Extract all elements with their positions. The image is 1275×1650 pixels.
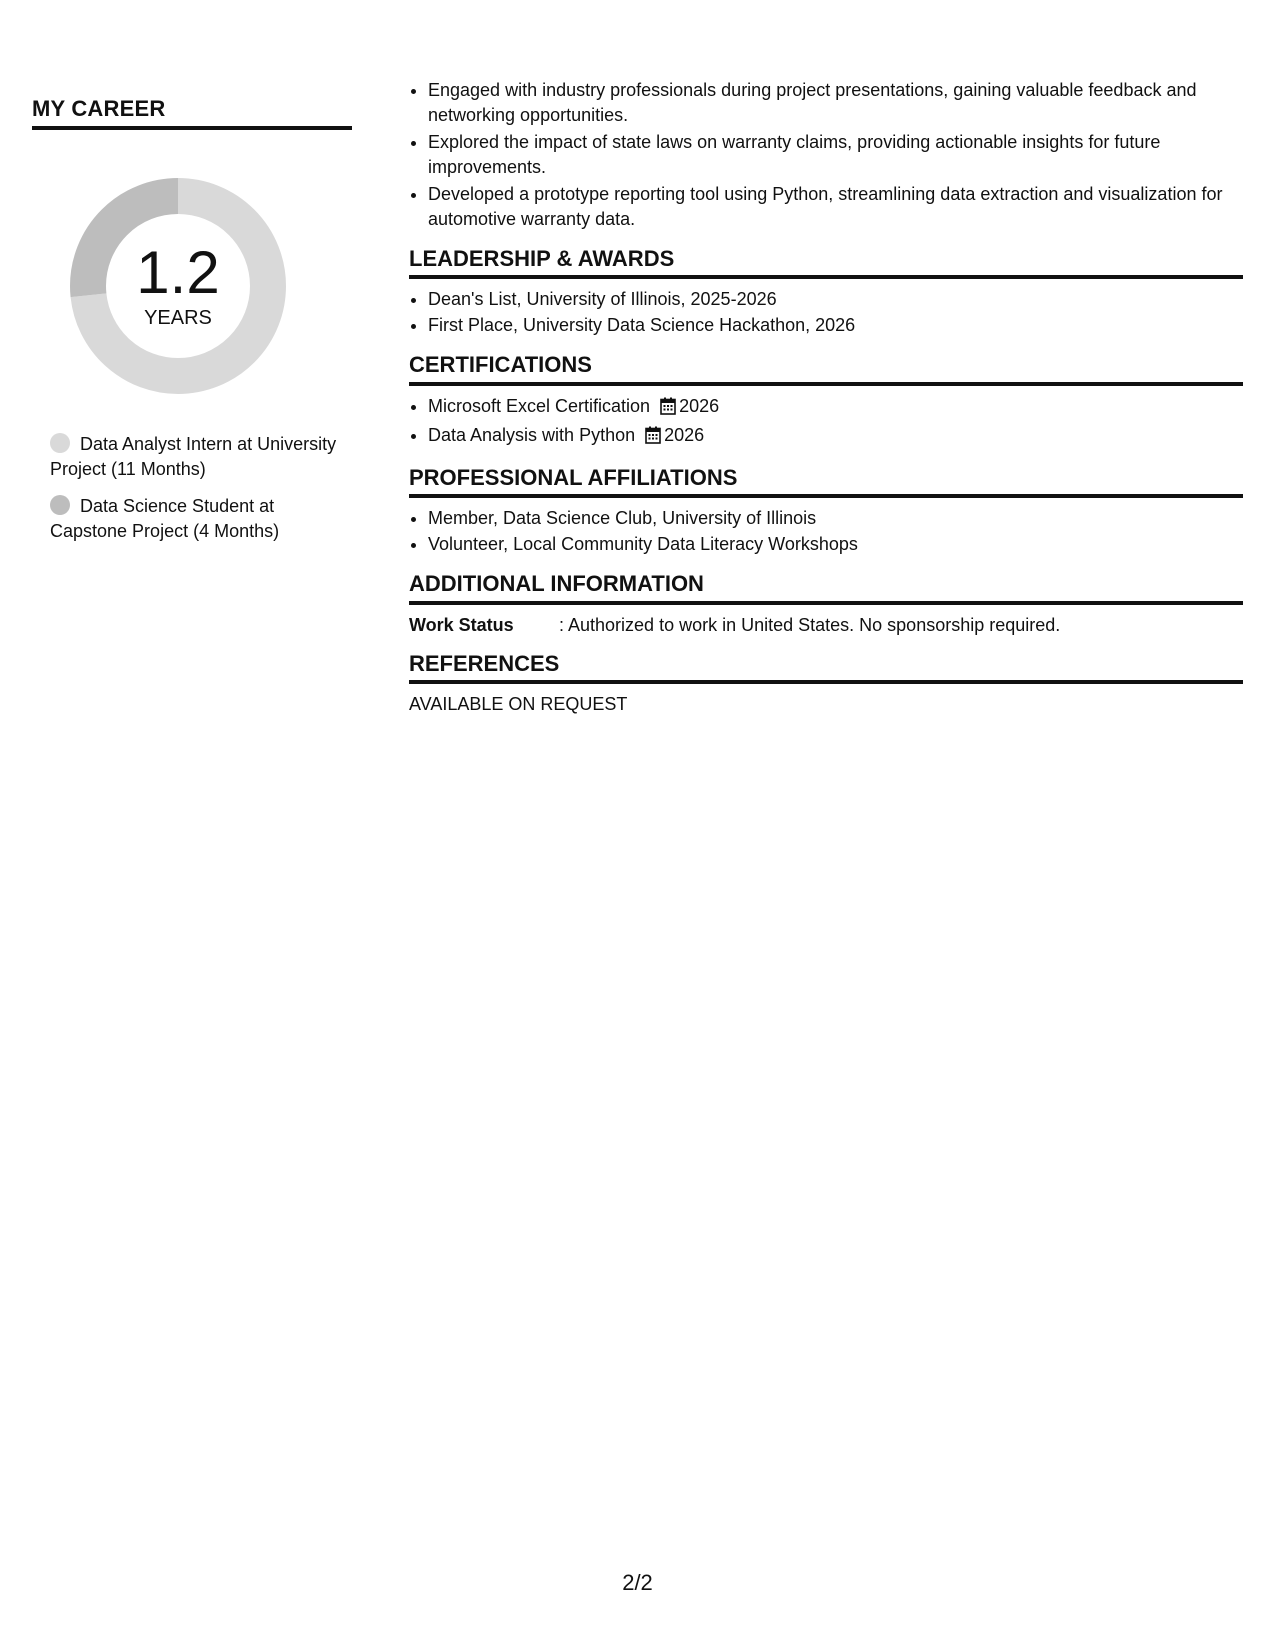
career-legend [32,432,352,544]
legend-label: Data Analyst Intern at University Project (11 Months) [50,434,337,480]
certifications-section [409,352,1243,450]
additional-info-section [409,571,1243,636]
career-total-value: 1.2 [136,238,220,306]
affiliation-item: • Member, Data Science Club, University of Illinois [428,506,1243,531]
calendar-icon [645,426,661,451]
certification-item [428,394,1243,422]
affiliations-list [409,506,1243,557]
leadership-list [409,287,1243,338]
certification-item [428,423,1243,451]
legend-item [50,494,352,544]
experience-bullets [409,78,1243,232]
leadership-item: • First Place, University Data Science Hackathon, 2026 [428,313,1243,338]
experience-bullet: • Explored the impact of state laws on warranty claims, providing actionable insights for future improvements. [428,130,1243,180]
references-section [409,651,1243,716]
work-status-value: : Authorized to work in United States. No sponsorship required. [559,614,1061,635]
career-title: MY CAREER [32,96,352,130]
certifications-title: CERTIFICATIONS [409,352,1243,385]
legend-label: Data Science Student at Capstone Project (4 Months) [50,496,280,542]
references-text: AVAILABLE ON REQUEST [409,693,628,714]
donut-center [66,174,290,398]
work-status-label: Work Status [409,614,514,635]
additional-info-title: ADDITIONAL INFORMATION [409,571,1243,604]
career-donut-chart [66,174,290,398]
certification-name: Data Analysis with Python [428,424,636,445]
certification-name: Microsoft Excel Certification [428,395,651,416]
experience-bullet: • Engaged with industry professionals during project presentations, gaining valuable feedback and networking opportunities. [428,78,1243,128]
leadership-title: LEADERSHIP & AWARDS [409,246,1243,279]
page-number: 2/2 [622,1570,653,1595]
leadership-item: • Dean's List, University of Illinois, 2025-2026 [428,287,1243,312]
career-sidebar [32,96,352,556]
calendar-icon [660,397,676,422]
certifications-list [409,394,1243,451]
affiliations-title: PROFESSIONAL AFFILIATIONS [409,465,1243,498]
leadership-section [409,246,1243,338]
affiliations-section [409,465,1243,557]
affiliation-item: • Volunteer, Local Community Data Literacy Workshops [428,532,1243,557]
certification-year: 2026 [664,424,705,445]
certification-year: 2026 [679,395,720,416]
legend-dot-icon [50,495,70,515]
work-status-row [409,613,1243,637]
main-content [409,78,1243,716]
career-total-unit: YEARS [144,306,212,329]
legend-item [50,432,352,482]
legend-dot-icon [50,433,70,453]
references-title: REFERENCES [409,651,1243,684]
experience-bullet: • Developed a prototype reporting tool using Python, streamlining data extraction and visualization for automotive warranty data. [428,182,1243,232]
